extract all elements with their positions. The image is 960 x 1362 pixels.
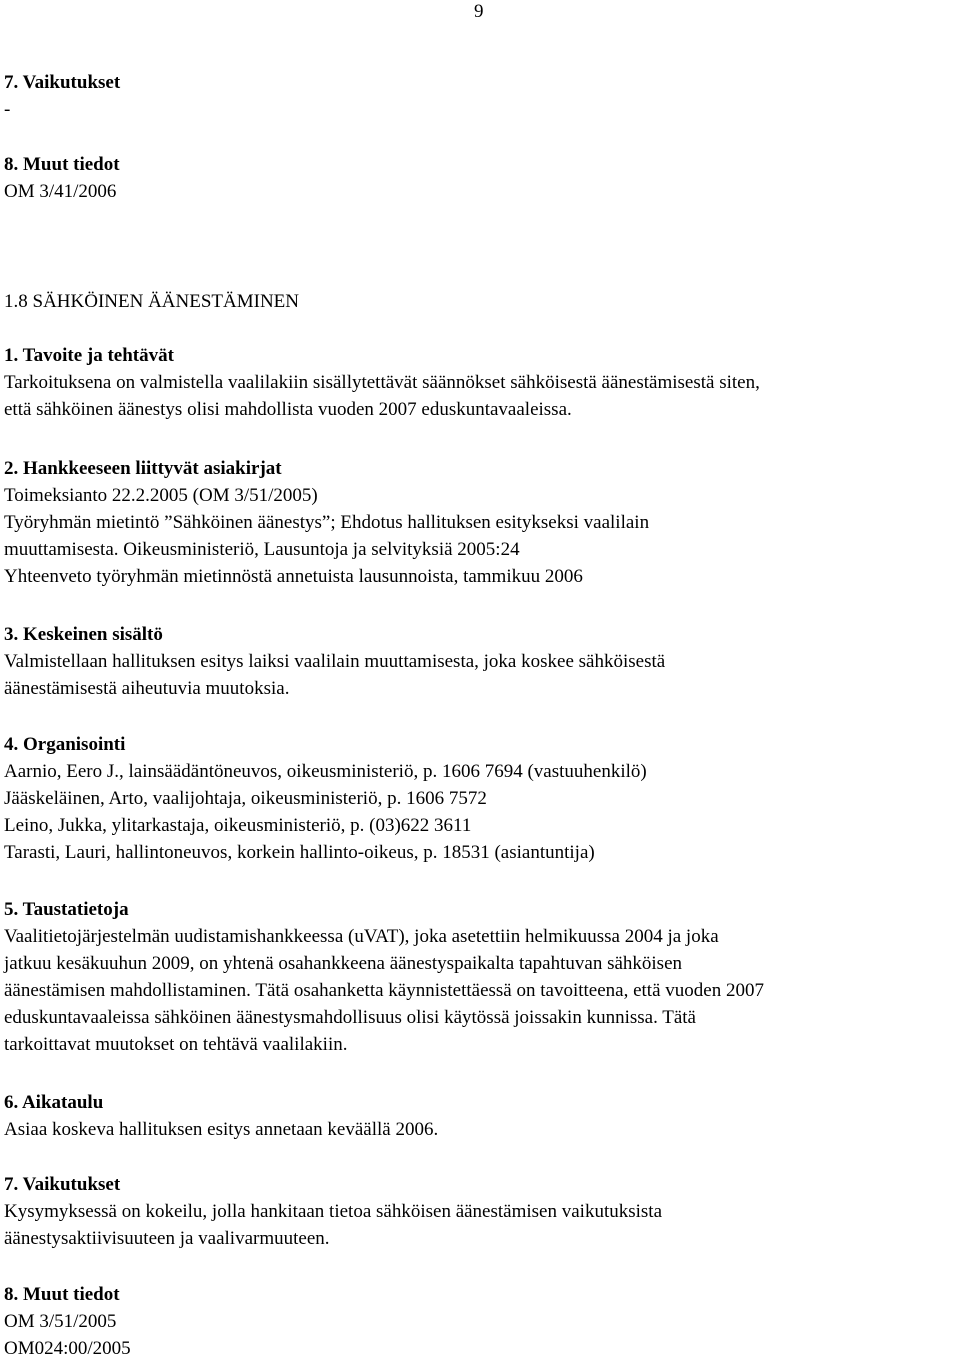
paragraph-line: tarkoittavat muutokset on tehtävä vaalilakiin.: [4, 1034, 348, 1055]
section-6: [4, 1089, 949, 1143]
paragraph-line: Kysymyksessä on kokeilu, jolla hankitaan tietoa sähköisen äänestämisen vaikutuksista: [4, 1201, 663, 1222]
section-heading: 7. Vaikutukset: [4, 72, 121, 93]
section-5: [4, 896, 949, 1058]
paragraph-line: jatkuu kesäkuuhun 2009, on yhtenä osahankkeena äänestyspaikalta tapahtuvan sähköisen: [4, 953, 682, 974]
paragraph-line: äänestämisen mahdollistaminen. Tätä osahanketta käynnistettäessä on tavoitteena, että vuoden 2007: [4, 980, 764, 1001]
contact-line: Leino, Jukka, ylitarkastaja, oikeusministeriö, p. (03)622 3611: [4, 815, 472, 836]
page-number: 9: [474, 1, 484, 22]
paragraph-line: muuttamisesta. Oikeusministeriö, Lausuntoja ja selvityksiä 2005:24: [4, 539, 520, 560]
section-1: [4, 342, 949, 423]
section-8: [4, 1281, 949, 1362]
reference-line: OM024:00/2005: [4, 1338, 131, 1359]
section-4: [4, 731, 949, 866]
reference-line: OM 3/51/2005: [4, 1311, 117, 1332]
paragraph-line: Vaalitietojärjestelmän uudistamishankkeessa (uVAT), joka asetettiin helmikuussa 2004 ja joka: [4, 926, 719, 947]
section-text: OM 3/41/2006: [4, 181, 117, 202]
section-heading: 1. Tavoite ja tehtävät: [4, 345, 174, 366]
paragraph-line: Valmistellaan hallituksen esitys laiksi vaalilain muuttamisesta, joka koskee sähköisestä: [4, 651, 666, 672]
section-heading: 3. Keskeinen sisältö: [4, 624, 163, 645]
paragraph-line: äänestämisestä aiheutuvia muutoksia.: [4, 678, 290, 699]
chapter-title: [4, 288, 949, 315]
paragraph-line: eduskuntavaaleissa sähköinen äänestysmahdollisuus olisi käytössä joissakin kunnissa. Tätä: [4, 1007, 696, 1028]
previous-section-8: [4, 151, 949, 205]
section-7: [4, 1171, 949, 1252]
contact-line: Aarnio, Eero J., lainsäädäntöneuvos, oikeusministeriö, p. 1606 7694 (vastuuhenkilö): [4, 761, 647, 782]
section-heading: 7. Vaikutukset: [4, 1174, 121, 1195]
section-heading: 8. Muut tiedot: [4, 154, 120, 175]
previous-section-7: [4, 69, 949, 123]
section-2: [4, 455, 949, 590]
section-heading: 4. Organisointi: [4, 734, 126, 755]
page-title: 1.8 SÄHKÖINEN ÄÄNESTÄMINEN: [4, 291, 300, 312]
paragraph-line: Toimeksianto 22.2.2005 (OM 3/51/2005): [4, 485, 318, 506]
section-heading: 2. Hankkeeseen liittyvät asiakirjat: [4, 458, 282, 479]
section-heading: 8. Muut tiedot: [4, 1284, 120, 1305]
section-heading: 5. Taustatietoja: [4, 899, 129, 920]
paragraph-line: Tarkoituksena on valmistella vaalilakiin sisällytettävät säännökset sähköisestä äänestämisestä siten,: [4, 372, 760, 393]
paragraph-line: että sähköinen äänestys olisi mahdollista vuoden 2007 eduskuntavaaleissa.: [4, 399, 572, 420]
paragraph-line: äänestysaktiivisuuteen ja vaalivarmuuteen.: [4, 1228, 330, 1249]
paragraph-line: Yhteenveto työryhmän mietinnöstä annetuista lausunnoista, tammikuu 2006: [4, 566, 583, 587]
section-3: [4, 621, 949, 702]
paragraph-line: Työryhmän mietintö ”Sähköinen äänestys”; Ehdotus hallituksen esitykseksi vaalilain: [4, 512, 650, 533]
section-text: -: [4, 99, 11, 120]
section-heading: 6. Aikataulu: [4, 1092, 104, 1113]
paragraph-line: Asiaa koskeva hallituksen esitys annetaan keväällä 2006.: [4, 1119, 439, 1140]
contact-line: Tarasti, Lauri, hallintoneuvos, korkein hallinto-oikeus, p. 18531 (asiantuntija): [4, 842, 595, 863]
contact-line: Jääskeläinen, Arto, vaalijohtaja, oikeusministeriö, p. 1606 7572: [4, 788, 487, 809]
